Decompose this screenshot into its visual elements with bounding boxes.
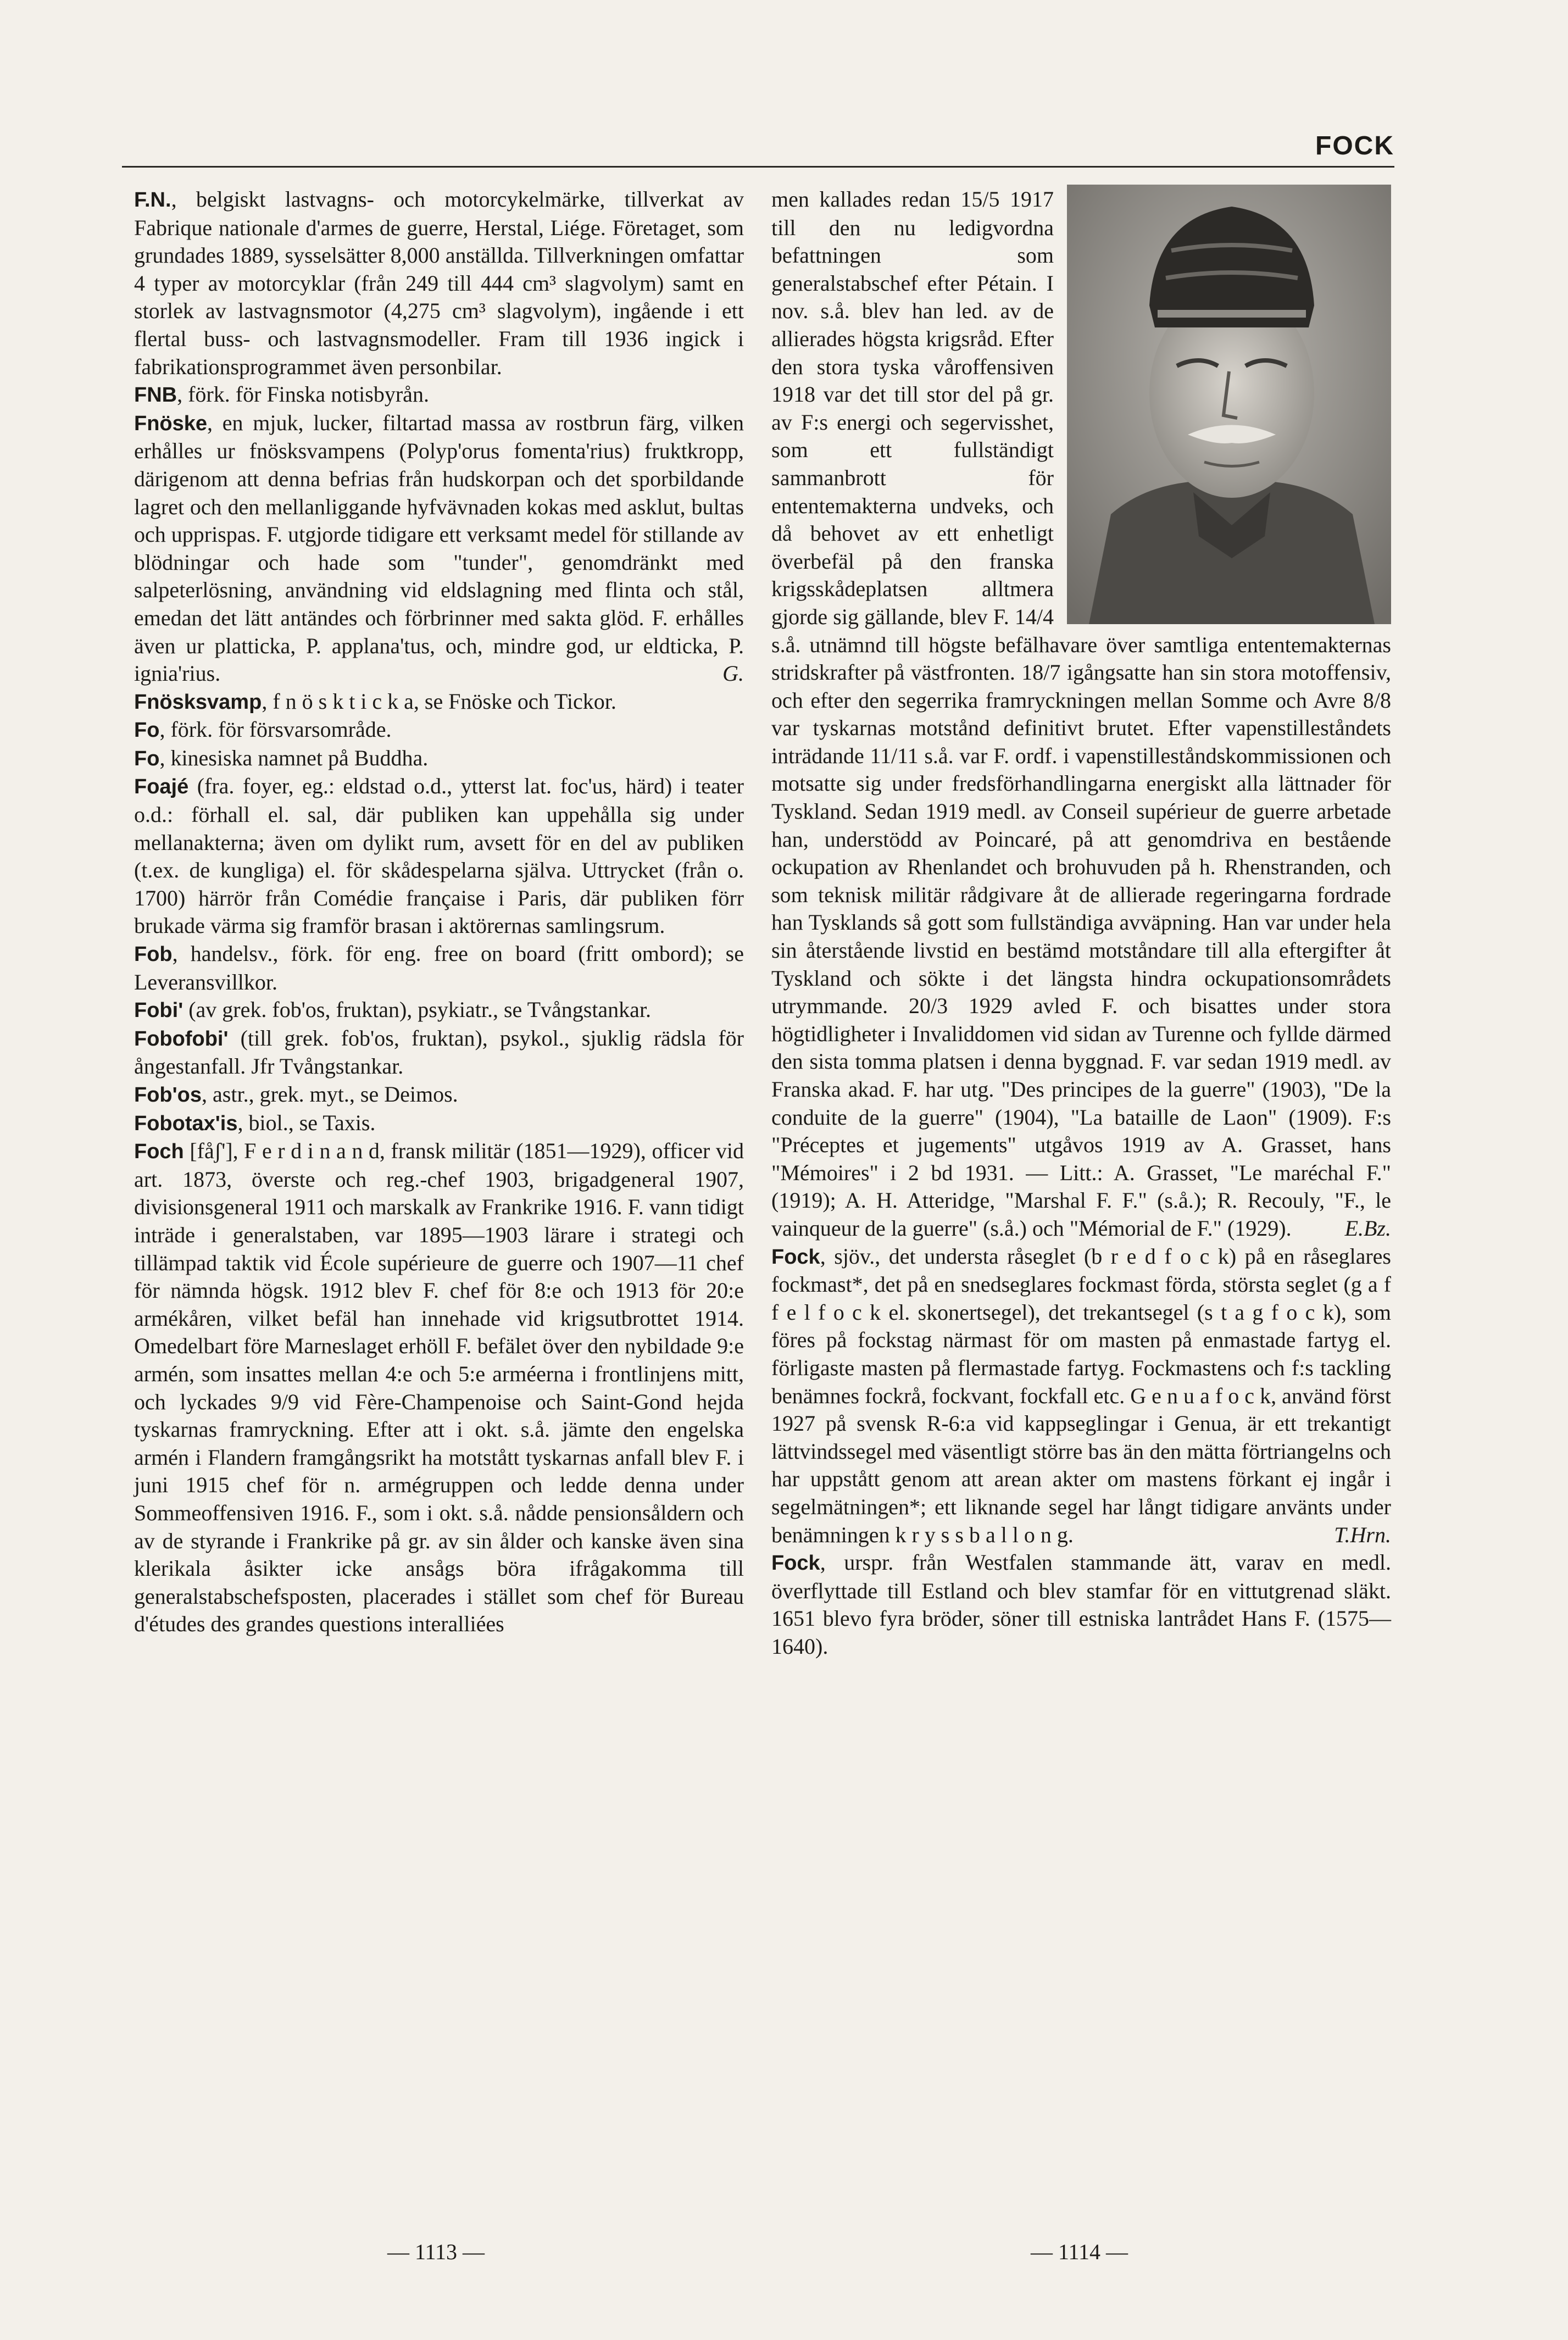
entry-headword: Fobofobi' <box>134 1027 229 1051</box>
entry <box>134 772 744 940</box>
entry <box>134 940 744 996</box>
page-number-right: — 1114 — <box>1031 2239 1128 2264</box>
entry-text: , biol., se Taxis. <box>237 1110 376 1135</box>
entry <box>134 716 744 744</box>
entry-headword: Fo <box>134 747 160 770</box>
entry <box>134 186 744 381</box>
entry-headword: Fobotax'is <box>134 1111 238 1135</box>
entry <box>771 1243 1391 1549</box>
running-header: FOCK <box>1315 131 1394 160</box>
entry-headword: F.N. <box>134 188 171 212</box>
entry-headword: Fock <box>771 1552 820 1575</box>
entry-headword: Fnöske <box>134 412 208 435</box>
entry-text: , kinesiska namnet på Buddha. <box>159 745 429 770</box>
entry-text: , sjöv., det understa råseglet (b r e d f o c k) på en råseglares fockmast*, det på en snedseglares fockmast förda, största seglet (g a f f e l f o c k el. skonertsegel), det trekantsegel (s t a g f o c k), som föres på fockstag närmast för om masten på enmastade fartyg el. förligaste masten på flermastade fartyg. Fockmastens och f:s tackling benämnes fockrå, fockvant, fockfall etc. G e n u a f o c k, använd först 1927 på svensk R-6:a vid kappseglingar i Genua, är ett trekantigt lättvindssegel med väsentligt större bas än den mätta förtriangelns och har uppstått genom att arean akter om mastens förkant ej ingår i segelmätningen*; ett liknande segel har långt tidigare använts under benämningen k r y s s b a l l o n g. <box>771 1243 1391 1547</box>
entry <box>134 744 744 773</box>
entry-text: (till grek. fob'os, fruktan), psykol., sjuklig rädsla för ångestanfall. Jfr Tvångstankar. <box>134 1025 744 1079</box>
entry-text: , förk. för försvarsområde. <box>159 717 392 742</box>
portrait-photo <box>1067 185 1391 624</box>
author-signature: T.Hrn. <box>1334 1522 1391 1547</box>
entry <box>134 409 744 688</box>
entry-text: [fåʃ'], F e r d i n a n d, fransk militär (1851—1929), officer vid art. 1873, överste och reg.-chef 1903, brigadgeneral 1907, divisionsgeneral 1911 och marskalk av Frankrike 1916. F. vann tidigt inträde i generalstaben, var 1895—1903 lärare i strategi och tillämpad taktik vid École supérieure de guerre och 1907—11 chef för nämnda högsk. 1912 blev F. chef för 8:e och 1913 för 20:e armékåren, vilket befäl han innehade vid krigsutbrottet 1914. Omedelbart före Marneslaget erhöll F. befälet över den nybildade 9:e armén, som insattes mellan 4:e och 5:e arméerna i frontlinjens mitt, och lyckades 9/9 vid Fère-Champenoise och Saint-Gond hejda tyskarnas framryckning. Efter att i okt. s.å. jämte den engelska armén i Flandern framgångsrikt ha motstått tyskarnas anfall blev F. i juni 1915 chef för n. armégruppen och ledde denna under Sommeoffensiven 1916. F., som i okt. s.å. nådde pensionsåldern och av de styrande i Frankrike på gr. av sin ålder och kanske även sina klerikala åsikter icke ansågs böra ifrågakomma till generalstabschefsposten, placerades i stället som chef för Bureau d'études des grandes questions interalliées <box>134 1138 744 1637</box>
entry-headword: Fobi' <box>134 999 184 1022</box>
entry <box>134 1109 744 1138</box>
left-column <box>134 186 744 1638</box>
header-rule <box>122 166 1394 168</box>
entry-headword: Foajé <box>134 775 189 799</box>
entry-text: , astr., grek. myt., se Deimos. <box>202 1082 458 1107</box>
entry <box>771 1549 1391 1660</box>
entry-text: , f n ö s k t i c k a, se Fnöske och Tickor. <box>262 688 616 714</box>
entry-headword: FNB <box>134 383 177 407</box>
entry-text: , förk. för Finska notisbyrån. <box>177 382 429 407</box>
entry <box>134 381 744 409</box>
entry-text: , handelsv., förk. för eng. free on board (fritt ombord); se Leveransvillkor. <box>134 941 744 994</box>
entry <box>134 996 744 1025</box>
entry <box>134 1081 744 1109</box>
entry <box>134 688 744 716</box>
author-signature: G. <box>722 661 744 686</box>
entry-text: , urspr. från Westfalen stammande ätt, varav en medl. överflyttade till Estland och blev stamfar för en vittutgrenad släkt. 1651 blevo fyra bröder, söner till estniska lantrådet Hans F. (1575—1640). <box>771 1550 1391 1659</box>
entry-headword: Fock <box>771 1245 820 1269</box>
author-signature: E.Bz. <box>1344 1215 1391 1241</box>
entry-headword: Fnösksvamp <box>134 690 262 714</box>
entry-text: , belgiskt lastvagns- och motorcykelmärke, tillverkat av Fabrique nationale d'armes de guerre, Herstal, Liége. Företaget, som grundades 1889, sysselsätter 8,000 anställda. Tillverkningen omfattar 4 typer av motorcyklar (från 249 till 444 cm³ slagvolym) samt en storlek av lastvagnsmotor (4,275 cm³ slagvolym), ingående i ett flertal buss- och lastvagnsmodeller. Fram till 1936 ingick i fabrikationsprogrammet även personbilar. <box>134 187 744 379</box>
portrait-image <box>1067 185 1391 624</box>
entry-headword: Fo <box>134 719 160 742</box>
entry-text: (fra. foyer, eg.: eldstad o.d., ytterst lat. foc'us, härd) i teater o.d.: förhall el. sal, där publiken kan uppehålla sig under mellanakterna; även om dylikt rum, avsett för en del av publiken (t.ex. de kungliga) el. för skådespelarna själva. Uttrycket (från o. 1700) härrör från Comédie française i Paris, där publiken förr brukade värma sig framför brasan i aktörernas samlingsrum. <box>134 774 744 938</box>
entry <box>134 1137 744 1638</box>
entry-headword: Fob'os <box>134 1083 202 1107</box>
entry-text: men kallades redan 15/5 1917 till den nu ledigvordna befattningen som generalstabschef efter Pétain. I nov. s.å. blev han led. av de allierades högsta krigsråd. Efter den stora tyska våroffensiven 1918 var det till stor del på gr. av F:s energi och segervisshet, som ett fullständigt sammanbrott för ententemakterna undveks, och då behovet av ett enhetligt överbefäl på den franska krigsskådeplatsen alltmera gjorde sig gällande, blev F. 14/4 s.å. utnämnd till högste befälhavare över samtliga ententemakternas stridskrafter på västfronten. 18/7 igångsatte han sin stora motoffensiv, och efter den segerrika framryckningen mellan Somme och Avre 8/8 var tyskarnas motstånd definitivt brutet. Efter vapenstilleståndets inträdande 11/11 s.å. var F. ordf. i vapenstilleståndskommissionen och motsatte sig under fredsförhandlingarna energiskt alla lättnader för Tyskland. Sedan 1919 medl. av Conseil supérieur de guerre arbetade han, understödd av Poincaré, på att genomdriva en bestående ockupation av Rhenlandet och brohuvuden på h. Rhenstranden, och som teknisk militär rådgivare åt de allierade regeringarna fordrade han Tysklands så gott som fullständiga avväpning. Han var under hela sin återstående livstid en bestämd motståndare till alla eftergifter åt Tyskland och sökte i det längsta hindra ockupationsområdets utrymmande. 20/3 1929 avled F. och bisattes under stora högtidligheter i Invaliddomen vid sidan av Turenne och fyllde därmed den sista tomma platsen i denna byggnad. F. var sedan 1919 medl. av Franska akad. F. har utg. "Des principes de la guerre" (1903), "De la conduite de la guerre" (1904), "La bataille de Laon" (1909). F:s "Préceptes et jugements" utgåvos 1919 av A. Grasset, hans "Mémoires" i 2 bd 1931. — Litt.: A. Grasset, "Le maréchal F." (1919); A. H. Atteridge, "Marshal F. F." (s.å.); R. Recouly, "F., le vainqueur de la guerre" (s.å.) och "Mémorial de F." (1929). <box>771 187 1391 1241</box>
right-column <box>771 186 1391 1660</box>
page-number-left: — 1113 — <box>387 2239 485 2264</box>
entry <box>134 1025 744 1081</box>
entry-headword: Fob <box>134 943 173 966</box>
entry-text: (av grek. fob'os, fruktan), psykiatr., se Tvångstankar. <box>183 997 652 1022</box>
entry-headword: Foch <box>134 1140 184 1164</box>
entry-text: , en mjuk, lucker, filtartad massa av rostbrun färg, vilken erhålles ur fnösksvampens (Polyp'orus fomenta'rius) fruktkropp, därigenom att denna befrias från hudskorpan och det sporbildande lagret och den mellanliggande hyfvävnaden kokas med asklut, bultas och upprispas. F. utgjorde tidigare ett verksamt medel för stillande av blödningar och hade som "tunder", genomdränkt med salpeterlösning, användning vid eldslagning med flinta och stål, emedan det lätt antändes och förbrinner med sakta glöd. F. erhålles även ur platticka, P. applana'tus, och, mindre god, ur eldticka, P. ignia'rius. <box>134 410 744 686</box>
